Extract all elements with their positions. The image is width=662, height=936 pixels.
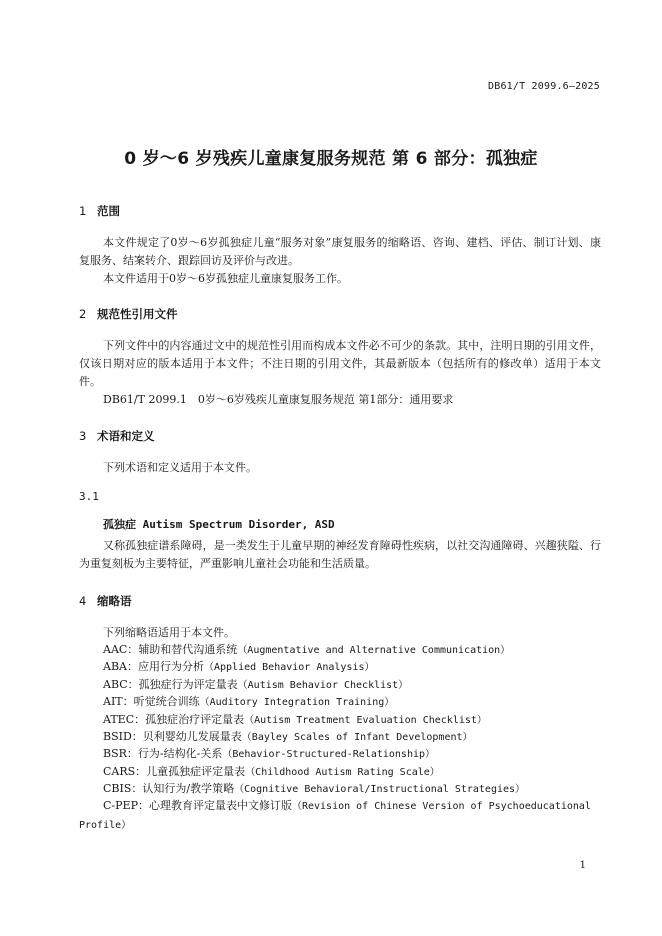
abbr-english: （Childhood Autism Rating Scale） — [245, 767, 440, 778]
abbr-english: （Augmentative and Alternative Communication） — [237, 645, 511, 656]
section-2-para-1: 下列文件中的内容通过文中的规范性引用而构成本文件必不可少的条款。其中，注明日期的引用文件，仅该日期对应的版本适用于本文件；不注日期的引用文件，其最新版本（包括所有的修改单）适用于本文件。 — [79, 339, 601, 388]
abbr-code: CARS： — [103, 765, 147, 778]
section-number: 4 — [79, 594, 87, 608]
section-number: 3 — [79, 429, 87, 443]
page-number: 1 — [579, 860, 586, 871]
section-4-intro: 下列缩略语适用于本文件。 — [103, 626, 235, 639]
abbr-code: CBIS： — [103, 782, 143, 795]
section-3-intro: 下列术语和定义适用于本文件。 — [103, 461, 257, 474]
abbr-code: ABC： — [103, 678, 139, 691]
section-1-para-1: 本文件规定了0岁～6岁孤独症儿童“服务对象”康复服务的缩略语、咨询、建档、评估、制订计划、康复服务、结案转介、跟踪回访及评价与改进。 — [79, 236, 601, 267]
abbr-english: （Autism Behavior Checklist） — [237, 680, 409, 691]
term-title: 孤独症 Autism Spectrum Disorder, ASD — [103, 518, 335, 531]
section-2-heading — [79, 306, 178, 322]
abbr-english: （Behavior-Structured-Relationship） — [222, 749, 435, 760]
abbr-english: （Autism Treatment Evaluation Checklist） — [244, 715, 487, 726]
abbr-english: （Auditory Integration Training） — [199, 697, 395, 708]
abbr-code: AIT： — [103, 695, 134, 708]
abbr-english: （Applied Behavior Analysis） — [203, 662, 375, 673]
abbr-chinese: 孤独症行为评定量表 — [138, 678, 238, 691]
abbr-english: （Cognitive Behavioral/Instructional Strategies） — [234, 784, 526, 795]
abbr-chinese: 听觉统合训练 — [133, 695, 200, 708]
section-1-para-2: 本文件适用于0岁～6岁孤独症儿童康复服务工作。 — [103, 272, 348, 285]
term-definition: 又称孤独症谱系障碍，是一类发生于儿童早期的神经发育障碍性疾病，以社交沟通障碍、兴趣狭隘、行为重复刻板为主要特征，严重影响儿童社会功能和生活质量。 — [79, 539, 601, 570]
abbr-chinese: 行为-结构化-关系 — [137, 747, 223, 760]
section-4-heading — [79, 593, 132, 609]
abbr-code: BSID： — [103, 730, 143, 743]
abbr-code: C-PEP： — [103, 799, 149, 812]
section-3-heading — [79, 428, 155, 444]
term-number: 3.1 — [79, 490, 99, 503]
abbr-code: ATEC： — [103, 713, 146, 726]
document-title: 0 岁～6 岁残疾儿童康复服务规范 第 6 部分：孤独症 — [124, 149, 538, 169]
abbr-chinese: 孤独症治疗评定量表 — [145, 713, 245, 726]
abbr-english: （Bayley Scales of Infant Development） — [241, 732, 473, 743]
abbreviation-item — [79, 797, 607, 835]
section-title: 术语和定义 — [97, 429, 155, 443]
abbr-code: AAC： — [103, 643, 139, 656]
section-title: 缩略语 — [97, 594, 132, 608]
section-number: 2 — [79, 307, 87, 321]
abbr-code: ABA： — [103, 660, 138, 673]
standard-code: DB61/T 2099.6—2025 — [488, 81, 600, 92]
abbr-chinese: 心理教育评定量表中文修订版 — [148, 799, 292, 812]
section-title: 范围 — [97, 204, 120, 218]
abbreviation-item — [103, 693, 603, 712]
abbreviation-item — [103, 745, 603, 764]
abbr-english: （Revision of Chinese Version of Psychoeducational Profile） — [79, 801, 591, 831]
section-number: 1 — [79, 204, 87, 218]
abbr-chinese: 贝利婴幼儿发展量表 — [142, 730, 242, 743]
section-1-heading — [79, 203, 120, 219]
normative-reference: DB61/T 2099.1 0岁～6岁残疾儿童康复服务规范 第1部分：通用要求 — [103, 393, 454, 406]
section-title: 规范性引用文件 — [97, 307, 178, 321]
abbr-code: BSR： — [103, 747, 138, 760]
abbr-chinese: 儿童孤独症评定量表 — [146, 765, 246, 778]
abbr-chinese: 应用行为分析 — [137, 660, 204, 673]
abbr-chinese: 辅助和替代沟通系统 — [138, 643, 238, 656]
abbreviation-item — [103, 658, 603, 677]
abbr-chinese: 认知行为/教学策略 — [142, 782, 235, 795]
